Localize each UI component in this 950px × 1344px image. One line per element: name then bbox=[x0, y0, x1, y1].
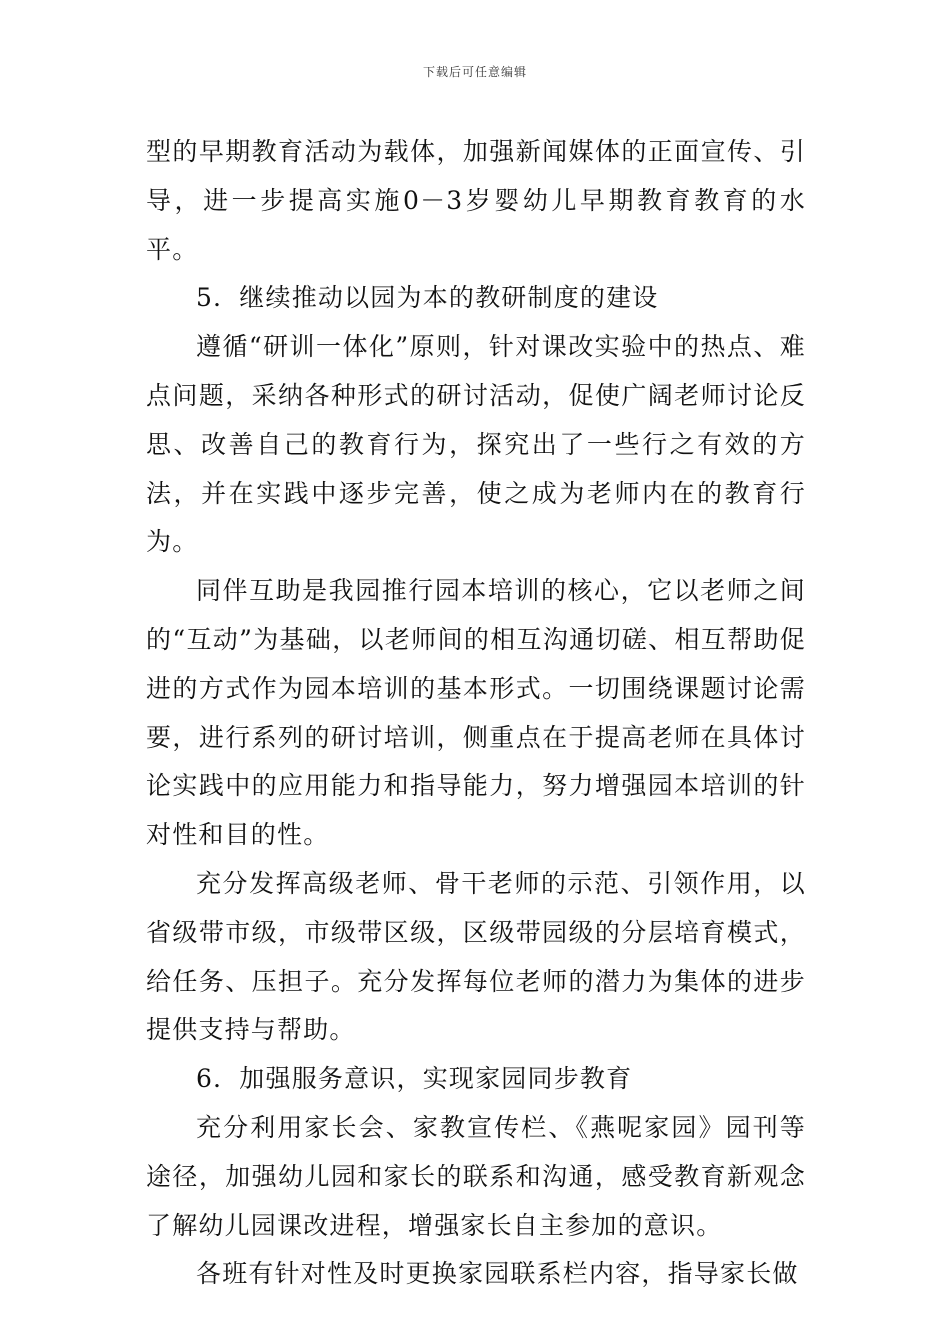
paragraph: 各班有针对性及时更换家园联系栏内容，指导家长做 bbox=[196, 1259, 799, 1289]
section-heading-5: 5．继续推动以园为本的教研制度的建设 bbox=[196, 283, 659, 313]
paragraph: 充分利用家长会、家教宣传栏、《燕呢家园》园刊等途径，加强幼儿园和家长的联系和沟通，感受教育新观念了解幼儿园课改进程，增强家长自主参加的意识。 bbox=[146, 1112, 806, 1240]
section-heading-6: 6．加强服务意识，实现家园同步教育 bbox=[196, 1064, 633, 1094]
paragraph: 充分发挥高级老师、骨干老师的示范、引领作用，以省级带市级，市级带区级，区级带园级的分层培育模式，给任务、压担子。充分发挥每位老师的潜力为集体的进步提供支持与帮助。 bbox=[146, 868, 806, 1045]
paragraph: 同伴互助是我园推行园本培训的核心，它以老师之间的“互动”为基础，以老师间的相互沟通切磋、相互帮助促进的方式作为园本培训的基本形式。一切围绕课题讨论需要，进行系列的研讨培训，侧重点在于提高老师在具体讨论实践中的应用能力和指导能力，努力增强园本培训的针对性和目的性。 bbox=[146, 576, 806, 850]
page-header: 下载后可任意编辑 bbox=[422, 65, 527, 79]
paragraph-continuation: 型的早期教育活动为载体，加强新闻媒体的正面宣传、引导，进一步提高实施0－3岁婴幼儿早期教育教育的水平。 bbox=[146, 137, 806, 264]
paragraph: 遵循“研训一体化”原则，针对课改实验中的热点、难点问题，采纳各种形式的研讨活动，促使广阔老师讨论反思、改善自己的教育行为，探究出了一些行之有效的方法，并在实践中逐步完善，使之成为老师内在的教育行为。 bbox=[146, 332, 806, 557]
document-body bbox=[146, 128, 806, 1299]
